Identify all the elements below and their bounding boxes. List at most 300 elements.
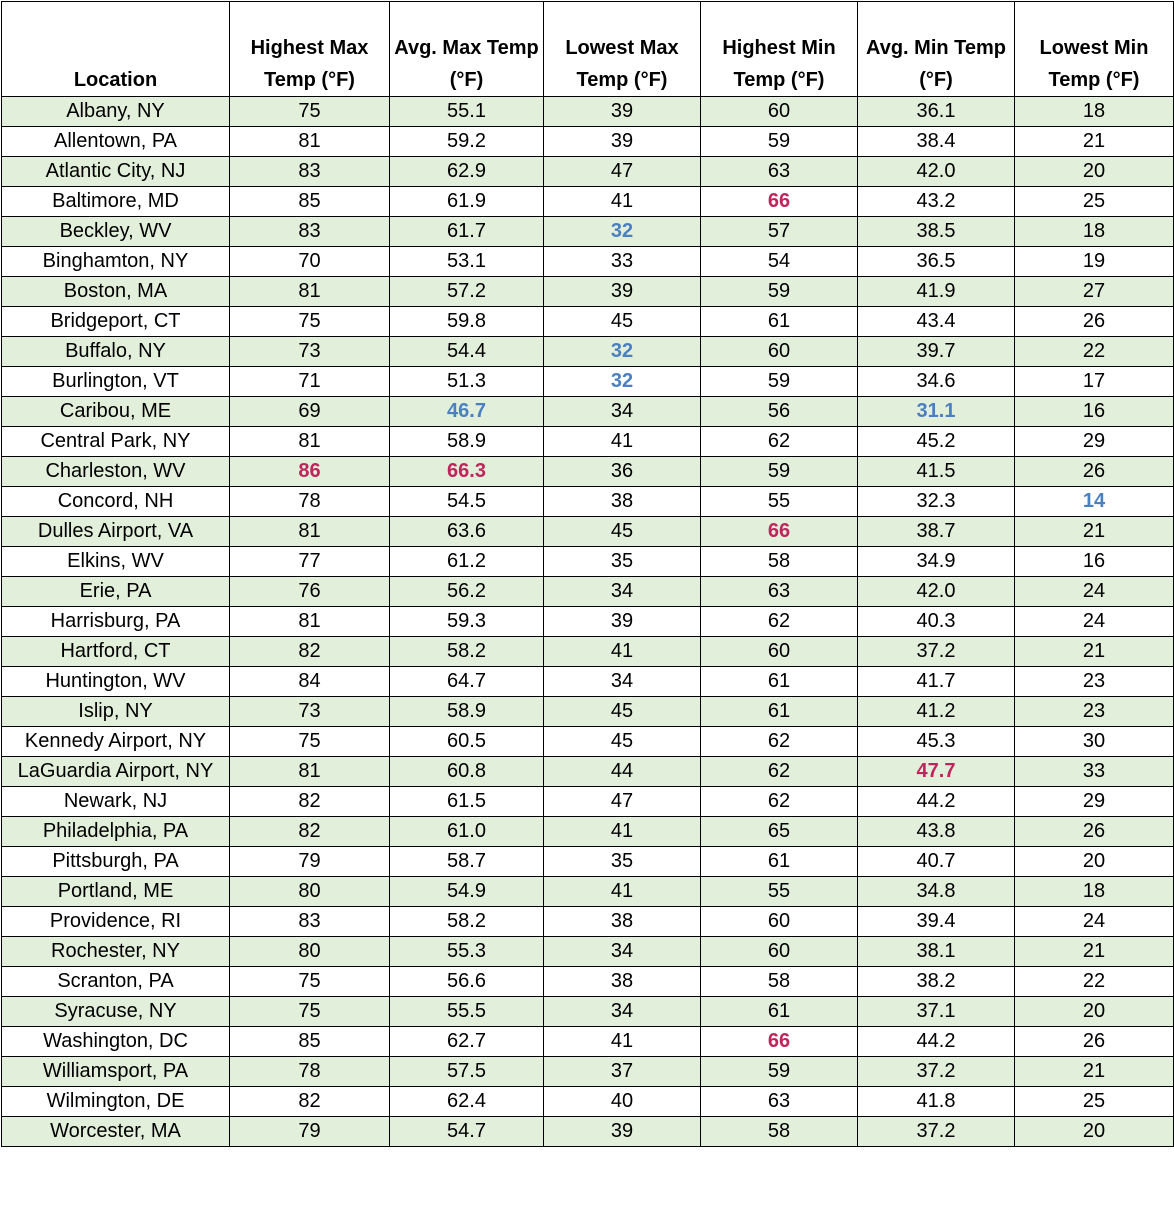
table-body bbox=[2, 97, 1174, 1147]
avg-max-cell: 54.4 bbox=[390, 337, 544, 367]
location-cell: Scranton, PA bbox=[2, 967, 230, 997]
highest-max-cell: 81 bbox=[230, 607, 390, 637]
header-line2: (°F) bbox=[449, 69, 484, 91]
avg-min-cell: 37.2 bbox=[858, 1117, 1015, 1147]
avg-max-cell: 54.9 bbox=[390, 877, 544, 907]
lowest-min-cell: 16 bbox=[1015, 547, 1174, 577]
avg-max-cell: 54.7 bbox=[390, 1117, 544, 1147]
table-row bbox=[2, 667, 1174, 697]
highest-min-cell: 57 bbox=[701, 217, 858, 247]
lowest-min-cell: 21 bbox=[1015, 937, 1174, 967]
lowest-max-cell: 34 bbox=[544, 997, 701, 1027]
highest-max-cell: 75 bbox=[230, 727, 390, 757]
table-row bbox=[2, 787, 1174, 817]
header-avg-max bbox=[390, 2, 544, 97]
lowest-min-cell: 20 bbox=[1015, 847, 1174, 877]
header-line1: Highest Min bbox=[722, 37, 836, 59]
table-row bbox=[2, 1057, 1174, 1087]
header-highest-min bbox=[701, 2, 858, 97]
lowest-min-cell: 23 bbox=[1015, 667, 1174, 697]
highest-min-cell: 60 bbox=[701, 97, 858, 127]
lowest-max-cell: 45 bbox=[544, 697, 701, 727]
highest-min-cell: 62 bbox=[701, 757, 858, 787]
avg-max-cell: 66.3 bbox=[390, 457, 544, 487]
highest-max-cell: 73 bbox=[230, 697, 390, 727]
location-cell: Harrisburg, PA bbox=[2, 607, 230, 637]
avg-max-cell: 55.3 bbox=[390, 937, 544, 967]
table-row bbox=[2, 217, 1174, 247]
header-highest-max bbox=[230, 2, 390, 97]
highest-min-cell: 62 bbox=[701, 427, 858, 457]
highest-min-cell: 61 bbox=[701, 697, 858, 727]
location-cell: Albany, NY bbox=[2, 97, 230, 127]
lowest-max-cell: 34 bbox=[544, 937, 701, 967]
table-row bbox=[2, 847, 1174, 877]
avg-min-cell: 36.5 bbox=[858, 247, 1015, 277]
avg-max-cell: 56.2 bbox=[390, 577, 544, 607]
location-cell: Binghamton, NY bbox=[2, 247, 230, 277]
avg-max-cell: 58.9 bbox=[390, 697, 544, 727]
avg-min-cell: 41.9 bbox=[858, 277, 1015, 307]
lowest-min-cell: 22 bbox=[1015, 967, 1174, 997]
highest-max-cell: 79 bbox=[230, 1117, 390, 1147]
lowest-max-cell: 44 bbox=[544, 757, 701, 787]
highest-min-cell: 66 bbox=[701, 517, 858, 547]
lowest-min-cell: 21 bbox=[1015, 637, 1174, 667]
header-location-label: Location bbox=[73, 69, 158, 91]
highest-min-cell: 56 bbox=[701, 397, 858, 427]
location-cell: Portland, ME bbox=[2, 877, 230, 907]
avg-min-cell: 40.7 bbox=[858, 847, 1015, 877]
table-row bbox=[2, 877, 1174, 907]
lowest-max-cell: 35 bbox=[544, 847, 701, 877]
table-row bbox=[2, 637, 1174, 667]
lowest-max-cell: 47 bbox=[544, 157, 701, 187]
highest-max-cell: 82 bbox=[230, 637, 390, 667]
highest-min-cell: 66 bbox=[701, 1027, 858, 1057]
table-row bbox=[2, 547, 1174, 577]
lowest-max-cell: 34 bbox=[544, 667, 701, 697]
highest-max-cell: 76 bbox=[230, 577, 390, 607]
avg-max-cell: 58.7 bbox=[390, 847, 544, 877]
lowest-min-cell: 21 bbox=[1015, 517, 1174, 547]
lowest-min-cell: 26 bbox=[1015, 307, 1174, 337]
lowest-min-cell: 25 bbox=[1015, 187, 1174, 217]
location-cell: Wilmington, DE bbox=[2, 1087, 230, 1117]
location-cell: LaGuardia Airport, NY bbox=[2, 757, 230, 787]
avg-max-cell: 61.2 bbox=[390, 547, 544, 577]
highest-min-cell: 61 bbox=[701, 307, 858, 337]
lowest-max-cell: 45 bbox=[544, 307, 701, 337]
lowest-min-cell: 24 bbox=[1015, 577, 1174, 607]
avg-max-cell: 55.1 bbox=[390, 97, 544, 127]
avg-max-cell: 57.2 bbox=[390, 277, 544, 307]
table-row bbox=[2, 277, 1174, 307]
table-row bbox=[2, 127, 1174, 157]
lowest-max-cell: 41 bbox=[544, 817, 701, 847]
highest-min-cell: 62 bbox=[701, 787, 858, 817]
highest-max-cell: 80 bbox=[230, 877, 390, 907]
location-cell: Syracuse, NY bbox=[2, 997, 230, 1027]
table-row bbox=[2, 97, 1174, 127]
highest-min-cell: 62 bbox=[701, 727, 858, 757]
lowest-max-cell: 32 bbox=[544, 367, 701, 397]
location-cell: Beckley, WV bbox=[2, 217, 230, 247]
header-line2: (°F) bbox=[919, 69, 953, 91]
location-cell: Islip, NY bbox=[2, 697, 230, 727]
lowest-max-cell: 39 bbox=[544, 97, 701, 127]
location-cell: Boston, MA bbox=[2, 277, 230, 307]
avg-min-cell: 38.1 bbox=[858, 937, 1015, 967]
highest-min-cell: 58 bbox=[701, 967, 858, 997]
header-line1: Lowest Max bbox=[565, 37, 679, 59]
avg-max-cell: 59.2 bbox=[390, 127, 544, 157]
location-cell: Pittsburgh, PA bbox=[2, 847, 230, 877]
table-row bbox=[2, 1117, 1174, 1147]
highest-min-cell: 61 bbox=[701, 847, 858, 877]
header-line1: Highest Max bbox=[250, 37, 369, 59]
header-avg-min bbox=[858, 2, 1015, 97]
highest-max-cell: 82 bbox=[230, 1087, 390, 1117]
avg-min-cell: 39.4 bbox=[858, 907, 1015, 937]
highest-min-cell: 59 bbox=[701, 277, 858, 307]
header-line1: Avg. Min Temp bbox=[866, 37, 1006, 59]
lowest-min-cell: 26 bbox=[1015, 817, 1174, 847]
temperature-table bbox=[1, 1, 1174, 1147]
location-cell: Buffalo, NY bbox=[2, 337, 230, 367]
lowest-min-cell: 20 bbox=[1015, 157, 1174, 187]
avg-max-cell: 62.9 bbox=[390, 157, 544, 187]
highest-max-cell: 73 bbox=[230, 337, 390, 367]
avg-min-cell: 39.7 bbox=[858, 337, 1015, 367]
avg-min-cell: 41.8 bbox=[858, 1087, 1015, 1117]
highest-max-cell: 85 bbox=[230, 187, 390, 217]
header-line2: Temp (°F) bbox=[733, 69, 825, 91]
avg-min-cell: 37.1 bbox=[858, 997, 1015, 1027]
avg-max-cell: 61.7 bbox=[390, 217, 544, 247]
location-cell: Charleston, WV bbox=[2, 457, 230, 487]
highest-min-cell: 60 bbox=[701, 637, 858, 667]
table-row bbox=[2, 247, 1174, 277]
avg-max-cell: 46.7 bbox=[390, 397, 544, 427]
highest-max-cell: 81 bbox=[230, 757, 390, 787]
location-cell: Baltimore, MD bbox=[2, 187, 230, 217]
highest-max-cell: 79 bbox=[230, 847, 390, 877]
table-row bbox=[2, 817, 1174, 847]
lowest-max-cell: 32 bbox=[544, 337, 701, 367]
avg-min-cell: 42.0 bbox=[858, 577, 1015, 607]
header-line2: Temp (°F) bbox=[264, 69, 355, 91]
highest-max-cell: 82 bbox=[230, 817, 390, 847]
lowest-min-cell: 21 bbox=[1015, 127, 1174, 157]
lowest-min-cell: 24 bbox=[1015, 607, 1174, 637]
highest-min-cell: 54 bbox=[701, 247, 858, 277]
table-row bbox=[2, 1087, 1174, 1117]
highest-max-cell: 83 bbox=[230, 157, 390, 187]
lowest-max-cell: 35 bbox=[544, 547, 701, 577]
table-row bbox=[2, 157, 1174, 187]
avg-max-cell: 59.8 bbox=[390, 307, 544, 337]
lowest-max-cell: 39 bbox=[544, 1117, 701, 1147]
table-row bbox=[2, 367, 1174, 397]
header-line1: Lowest Min bbox=[1039, 37, 1149, 59]
highest-min-cell: 60 bbox=[701, 907, 858, 937]
highest-max-cell: 75 bbox=[230, 97, 390, 127]
highest-max-cell: 75 bbox=[230, 997, 390, 1027]
avg-max-cell: 63.6 bbox=[390, 517, 544, 547]
header-lowest-max bbox=[544, 2, 701, 97]
avg-min-cell: 34.9 bbox=[858, 547, 1015, 577]
highest-max-cell: 83 bbox=[230, 907, 390, 937]
lowest-max-cell: 41 bbox=[544, 877, 701, 907]
location-cell: Worcester, MA bbox=[2, 1117, 230, 1147]
avg-max-cell: 58.2 bbox=[390, 907, 544, 937]
lowest-min-cell: 24 bbox=[1015, 907, 1174, 937]
highest-max-cell: 86 bbox=[230, 457, 390, 487]
header-line2: Temp (°F) bbox=[576, 69, 668, 91]
avg-min-cell: 42.0 bbox=[858, 157, 1015, 187]
avg-min-cell: 47.7 bbox=[858, 757, 1015, 787]
table-row bbox=[2, 937, 1174, 967]
location-cell: Newark, NJ bbox=[2, 787, 230, 817]
header-line1: Avg. Max Temp bbox=[394, 37, 539, 59]
lowest-min-cell: 18 bbox=[1015, 97, 1174, 127]
avg-min-cell: 32.3 bbox=[858, 487, 1015, 517]
location-cell: Kennedy Airport, NY bbox=[2, 727, 230, 757]
header-location bbox=[2, 2, 230, 97]
lowest-max-cell: 45 bbox=[544, 517, 701, 547]
highest-max-cell: 70 bbox=[230, 247, 390, 277]
highest-min-cell: 63 bbox=[701, 577, 858, 607]
lowest-min-cell: 21 bbox=[1015, 1057, 1174, 1087]
location-cell: Bridgeport, CT bbox=[2, 307, 230, 337]
lowest-max-cell: 47 bbox=[544, 787, 701, 817]
highest-min-cell: 60 bbox=[701, 937, 858, 967]
avg-min-cell: 37.2 bbox=[858, 1057, 1015, 1087]
highest-max-cell: 69 bbox=[230, 397, 390, 427]
lowest-max-cell: 37 bbox=[544, 1057, 701, 1087]
location-cell: Providence, RI bbox=[2, 907, 230, 937]
table-row bbox=[2, 337, 1174, 367]
lowest-max-cell: 40 bbox=[544, 1087, 701, 1117]
location-cell: Concord, NH bbox=[2, 487, 230, 517]
highest-max-cell: 78 bbox=[230, 487, 390, 517]
avg-min-cell: 44.2 bbox=[858, 1027, 1015, 1057]
table-row bbox=[2, 757, 1174, 787]
lowest-min-cell: 17 bbox=[1015, 367, 1174, 397]
avg-min-cell: 38.5 bbox=[858, 217, 1015, 247]
location-cell: Williamsport, PA bbox=[2, 1057, 230, 1087]
highest-max-cell: 71 bbox=[230, 367, 390, 397]
lowest-max-cell: 38 bbox=[544, 487, 701, 517]
avg-max-cell: 64.7 bbox=[390, 667, 544, 697]
avg-max-cell: 60.8 bbox=[390, 757, 544, 787]
highest-min-cell: 58 bbox=[701, 1117, 858, 1147]
lowest-max-cell: 32 bbox=[544, 217, 701, 247]
highest-min-cell: 61 bbox=[701, 997, 858, 1027]
highest-min-cell: 59 bbox=[701, 127, 858, 157]
highest-max-cell: 82 bbox=[230, 787, 390, 817]
highest-min-cell: 61 bbox=[701, 667, 858, 697]
avg-max-cell: 59.3 bbox=[390, 607, 544, 637]
highest-max-cell: 81 bbox=[230, 427, 390, 457]
highest-min-cell: 59 bbox=[701, 1057, 858, 1087]
location-cell: Allentown, PA bbox=[2, 127, 230, 157]
avg-max-cell: 57.5 bbox=[390, 1057, 544, 1087]
location-cell: Rochester, NY bbox=[2, 937, 230, 967]
location-cell: Philadelphia, PA bbox=[2, 817, 230, 847]
table-row bbox=[2, 397, 1174, 427]
highest-min-cell: 65 bbox=[701, 817, 858, 847]
highest-min-cell: 58 bbox=[701, 547, 858, 577]
location-cell: Atlantic City, NJ bbox=[2, 157, 230, 187]
lowest-max-cell: 38 bbox=[544, 907, 701, 937]
lowest-min-cell: 29 bbox=[1015, 427, 1174, 457]
lowest-min-cell: 18 bbox=[1015, 877, 1174, 907]
avg-max-cell: 58.2 bbox=[390, 637, 544, 667]
avg-min-cell: 43.8 bbox=[858, 817, 1015, 847]
lowest-max-cell: 39 bbox=[544, 127, 701, 157]
table-row bbox=[2, 187, 1174, 217]
location-cell: Burlington, VT bbox=[2, 367, 230, 397]
lowest-max-cell: 36 bbox=[544, 457, 701, 487]
lowest-max-cell: 41 bbox=[544, 427, 701, 457]
avg-min-cell: 31.1 bbox=[858, 397, 1015, 427]
highest-max-cell: 78 bbox=[230, 1057, 390, 1087]
avg-max-cell: 54.5 bbox=[390, 487, 544, 517]
location-cell: Dulles Airport, VA bbox=[2, 517, 230, 547]
header-line2: Temp (°F) bbox=[1048, 69, 1140, 91]
avg-max-cell: 51.3 bbox=[390, 367, 544, 397]
table-row bbox=[2, 997, 1174, 1027]
lowest-min-cell: 30 bbox=[1015, 727, 1174, 757]
highest-max-cell: 84 bbox=[230, 667, 390, 697]
highest-min-cell: 59 bbox=[701, 367, 858, 397]
lowest-max-cell: 39 bbox=[544, 277, 701, 307]
table-row bbox=[2, 517, 1174, 547]
location-cell: Huntington, WV bbox=[2, 667, 230, 697]
lowest-min-cell: 27 bbox=[1015, 277, 1174, 307]
avg-max-cell: 60.5 bbox=[390, 727, 544, 757]
lowest-min-cell: 25 bbox=[1015, 1087, 1174, 1117]
table-row bbox=[2, 427, 1174, 457]
highest-max-cell: 81 bbox=[230, 127, 390, 157]
lowest-min-cell: 33 bbox=[1015, 757, 1174, 787]
avg-min-cell: 38.4 bbox=[858, 127, 1015, 157]
avg-max-cell: 62.7 bbox=[390, 1027, 544, 1057]
highest-min-cell: 66 bbox=[701, 187, 858, 217]
highest-min-cell: 62 bbox=[701, 607, 858, 637]
highest-max-cell: 81 bbox=[230, 517, 390, 547]
lowest-min-cell: 16 bbox=[1015, 397, 1174, 427]
highest-min-cell: 55 bbox=[701, 487, 858, 517]
table-row bbox=[2, 1027, 1174, 1057]
highest-min-cell: 63 bbox=[701, 1087, 858, 1117]
highest-max-cell: 77 bbox=[230, 547, 390, 577]
avg-min-cell: 41.7 bbox=[858, 667, 1015, 697]
lowest-max-cell: 41 bbox=[544, 637, 701, 667]
lowest-max-cell: 34 bbox=[544, 577, 701, 607]
lowest-min-cell: 29 bbox=[1015, 787, 1174, 817]
lowest-min-cell: 14 bbox=[1015, 487, 1174, 517]
avg-min-cell: 45.3 bbox=[858, 727, 1015, 757]
lowest-max-cell: 34 bbox=[544, 397, 701, 427]
location-cell: Central Park, NY bbox=[2, 427, 230, 457]
avg-min-cell: 45.2 bbox=[858, 427, 1015, 457]
lowest-max-cell: 41 bbox=[544, 187, 701, 217]
location-cell: Washington, DC bbox=[2, 1027, 230, 1057]
lowest-max-cell: 38 bbox=[544, 967, 701, 997]
lowest-min-cell: 26 bbox=[1015, 1027, 1174, 1057]
lowest-max-cell: 41 bbox=[544, 1027, 701, 1057]
table-row bbox=[2, 457, 1174, 487]
avg-min-cell: 40.3 bbox=[858, 607, 1015, 637]
table-row bbox=[2, 577, 1174, 607]
header-row bbox=[2, 2, 1174, 97]
lowest-max-cell: 39 bbox=[544, 607, 701, 637]
highest-max-cell: 81 bbox=[230, 277, 390, 307]
avg-min-cell: 34.8 bbox=[858, 877, 1015, 907]
lowest-max-cell: 33 bbox=[544, 247, 701, 277]
location-cell: Hartford, CT bbox=[2, 637, 230, 667]
avg-min-cell: 41.5 bbox=[858, 457, 1015, 487]
highest-min-cell: 63 bbox=[701, 157, 858, 187]
table-row bbox=[2, 727, 1174, 757]
avg-min-cell: 34.6 bbox=[858, 367, 1015, 397]
highest-max-cell: 83 bbox=[230, 217, 390, 247]
highest-min-cell: 60 bbox=[701, 337, 858, 367]
highest-max-cell: 75 bbox=[230, 967, 390, 997]
location-cell: Erie, PA bbox=[2, 577, 230, 607]
avg-min-cell: 38.2 bbox=[858, 967, 1015, 997]
avg-max-cell: 62.4 bbox=[390, 1087, 544, 1117]
lowest-min-cell: 23 bbox=[1015, 697, 1174, 727]
lowest-min-cell: 18 bbox=[1015, 217, 1174, 247]
location-cell: Caribou, ME bbox=[2, 397, 230, 427]
avg-max-cell: 53.1 bbox=[390, 247, 544, 277]
table-row bbox=[2, 307, 1174, 337]
highest-max-cell: 80 bbox=[230, 937, 390, 967]
table-row bbox=[2, 487, 1174, 517]
avg-max-cell: 61.9 bbox=[390, 187, 544, 217]
highest-max-cell: 75 bbox=[230, 307, 390, 337]
table-row bbox=[2, 967, 1174, 997]
location-cell: Elkins, WV bbox=[2, 547, 230, 577]
avg-max-cell: 56.6 bbox=[390, 967, 544, 997]
highest-min-cell: 55 bbox=[701, 877, 858, 907]
lowest-max-cell: 45 bbox=[544, 727, 701, 757]
avg-min-cell: 41.2 bbox=[858, 697, 1015, 727]
highest-max-cell: 85 bbox=[230, 1027, 390, 1057]
lowest-min-cell: 19 bbox=[1015, 247, 1174, 277]
table-row bbox=[2, 607, 1174, 637]
lowest-min-cell: 22 bbox=[1015, 337, 1174, 367]
lowest-min-cell: 26 bbox=[1015, 457, 1174, 487]
avg-min-cell: 38.7 bbox=[858, 517, 1015, 547]
avg-min-cell: 36.1 bbox=[858, 97, 1015, 127]
avg-max-cell: 61.5 bbox=[390, 787, 544, 817]
table-header bbox=[2, 2, 1174, 97]
table-row bbox=[2, 697, 1174, 727]
avg-min-cell: 44.2 bbox=[858, 787, 1015, 817]
avg-min-cell: 43.2 bbox=[858, 187, 1015, 217]
avg-max-cell: 58.9 bbox=[390, 427, 544, 457]
avg-min-cell: 43.4 bbox=[858, 307, 1015, 337]
header-lowest-min bbox=[1015, 2, 1174, 97]
avg-max-cell: 55.5 bbox=[390, 997, 544, 1027]
avg-max-cell: 61.0 bbox=[390, 817, 544, 847]
highest-min-cell: 59 bbox=[701, 457, 858, 487]
